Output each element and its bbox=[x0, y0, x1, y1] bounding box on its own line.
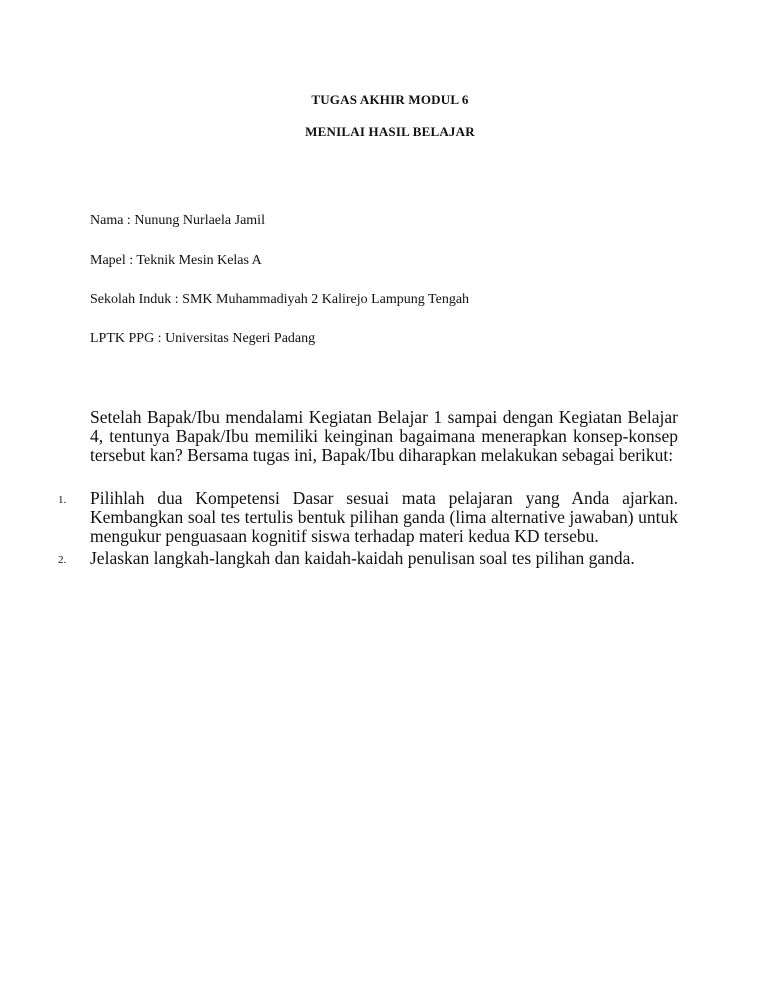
task-number-1: 1. bbox=[58, 494, 67, 506]
meta-mapel: Mapel : Teknik Mesin Kelas A bbox=[90, 253, 262, 268]
task-number-2: 2. bbox=[58, 554, 67, 566]
document-subtitle: MENILAI HASIL BELAJAR bbox=[305, 124, 475, 139]
meta-sekolah: Sekolah Induk : SMK Muhammadiyah 2 Kalirejo Lampung Tengah bbox=[90, 292, 470, 307]
meta-nama: Nama : Nunung Nurlaela Jamil bbox=[90, 213, 265, 228]
meta-lptk: LPTK PPG : Universitas Negeri Padang bbox=[90, 331, 316, 346]
intro-paragraph: Setelah Bapak/Ibu mendalami Kegiatan Belajar 1 sampai dengan Kegiatan Belajar 4, tentunya Bapak/Ibu memiliki keinginan bagaimana menerapkan konsep-konsep tersebut kan? Bersama tugas ini, Bapak/Ibu diharapkan melakukan sebagai berikut: bbox=[90, 407, 678, 465]
document-title: TUGAS AKHIR MODUL 6 bbox=[311, 92, 469, 107]
task-item-1: Pilihlah dua Kompetensi Dasar sesuai mata pelajaran yang Anda ajarkan. Kembangkan soal tes tertulis bentuk pilihan ganda (lima alternative jawaban) untuk mengukur penguasaan kognitif siswa terhadap materi kedua KD tersebu. bbox=[90, 488, 678, 546]
task-item-2: Jelaskan langkah-langkah dan kaidah-kaidah penulisan soal tes pilihan ganda. bbox=[90, 548, 635, 568]
